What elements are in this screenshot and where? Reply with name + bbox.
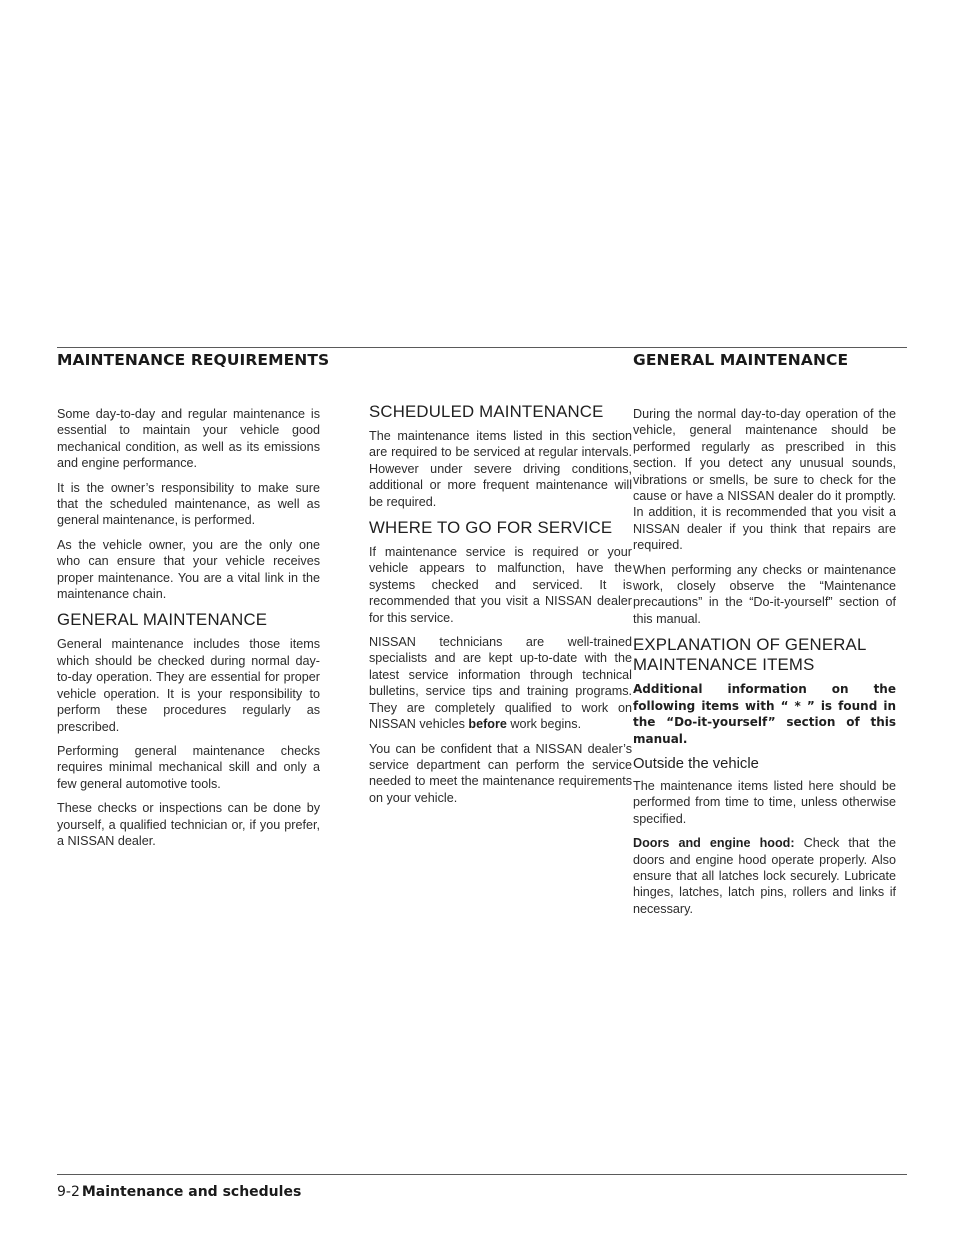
heading-scheduled-maintenance: SCHEDULED MAINTENANCE <box>369 402 604 421</box>
column-left <box>57 406 320 857</box>
paragraph <box>633 835 896 917</box>
section-title-general-maintenance: GENERAL MAINTENANCE <box>633 351 849 369</box>
text-run: work begins. <box>506 717 582 732</box>
footer-section-title: Maintenance and schedules <box>81 1184 302 1200</box>
heading-explanation-of-general-maintenance-items: EXPLANATION OF GENERAL MAINTENANCE ITEMS <box>633 635 866 675</box>
term-doors-and-engine-hood: Doors and engine hood: <box>633 836 795 851</box>
heading-where-to-go-for-service: WHERE TO GO FOR SERVICE <box>369 518 613 538</box>
note-do-it-yourself: Additional information on the following items with “ * ” is found in the “Do-it-yourself” section of this manual. <box>633 682 896 746</box>
heading-general-maintenance: GENERAL MAINTENANCE <box>57 610 268 630</box>
text-run: NISSAN technicians are well-trained specialists and are kept up-to-date with the latest service information through technical bulletins, service tips and training programs. They are completely qualified to work on NISSAN vehicles <box>369 635 632 732</box>
column-right <box>633 406 896 925</box>
column-middle <box>369 402 632 814</box>
paragraph: Performing general maintenance checks requires minimal mechanical skill and only a few general automotive tools. <box>57 743 320 791</box>
paragraph <box>369 634 632 732</box>
section-title-maintenance-requirements: MAINTENANCE REQUIREMENTS <box>57 351 330 369</box>
page-footer <box>57 1183 301 1200</box>
paragraph: General maintenance includes those items which should be checked during normal day-to-day operation. They are essential for proper vehicle operation. It is your responsibility to perform these procedures regularly as prescribed. <box>57 637 320 734</box>
paragraph: Some day-to-day and regular maintenance is essential to maintain your vehicle good mechanical condition, as well as its emissions and engine performance. <box>57 407 320 471</box>
page-number: 9-2 <box>57 1184 80 1200</box>
text-run: Check that the doors and engine hood operate properly. Also ensure that all latches lock securely. Lubricate hinges, latches, latch pins, rollers and links if necessary. <box>633 836 896 916</box>
paragraph: These checks or inspections can be done by yourself, a qualified technician or, if you prefer, a NISSAN dealer. <box>57 801 320 848</box>
paragraph: If maintenance service is required or your vehicle appears to malfunction, have the systems checked and serviced. It is recommended that you visit a NISSAN dealer for this service. <box>369 545 632 625</box>
footer-rule <box>57 1174 907 1175</box>
paragraph: The maintenance items listed in this section are required to be serviced at regular intervals. However under severe driving conditions, additional or more frequent maintenance will be required. <box>369 429 632 509</box>
paragraph: During the normal day-to-day operation of the vehicle, general maintenance should be performed regularly as prescribed in this section. If you detect any unusual sounds, vibrations or smells, be sure to check for the cause or have a NISSAN dealer do it promptly. In addition, it is recommended that you visit a NISSAN dealer if you think that repairs are required. <box>633 407 896 553</box>
paragraph: It is the owner’s responsibility to make sure that the scheduled maintenance, as well as general maintenance, is performed. <box>57 480 320 528</box>
paragraph: You can be confident that a NISSAN dealer’s service department can perform the service needed to meet the maintenance requirements on your vehicle. <box>369 741 632 805</box>
paragraph: As the vehicle owner, you are the only one who can ensure that your vehicle receives proper maintenance. You are a vital link in the maintenance chain. <box>57 537 320 602</box>
header-rule <box>57 347 907 348</box>
paragraph: When performing any checks or maintenance work, closely observe the “Maintenance precautions” in the “Do-it-yourself” section of this manual. <box>633 562 896 626</box>
emphasis-before: before <box>468 717 507 732</box>
heading-outside-the-vehicle: Outside the vehicle <box>633 755 759 772</box>
paragraph: The maintenance items listed here should be performed from time to time, unless otherwise specified. <box>633 778 896 826</box>
